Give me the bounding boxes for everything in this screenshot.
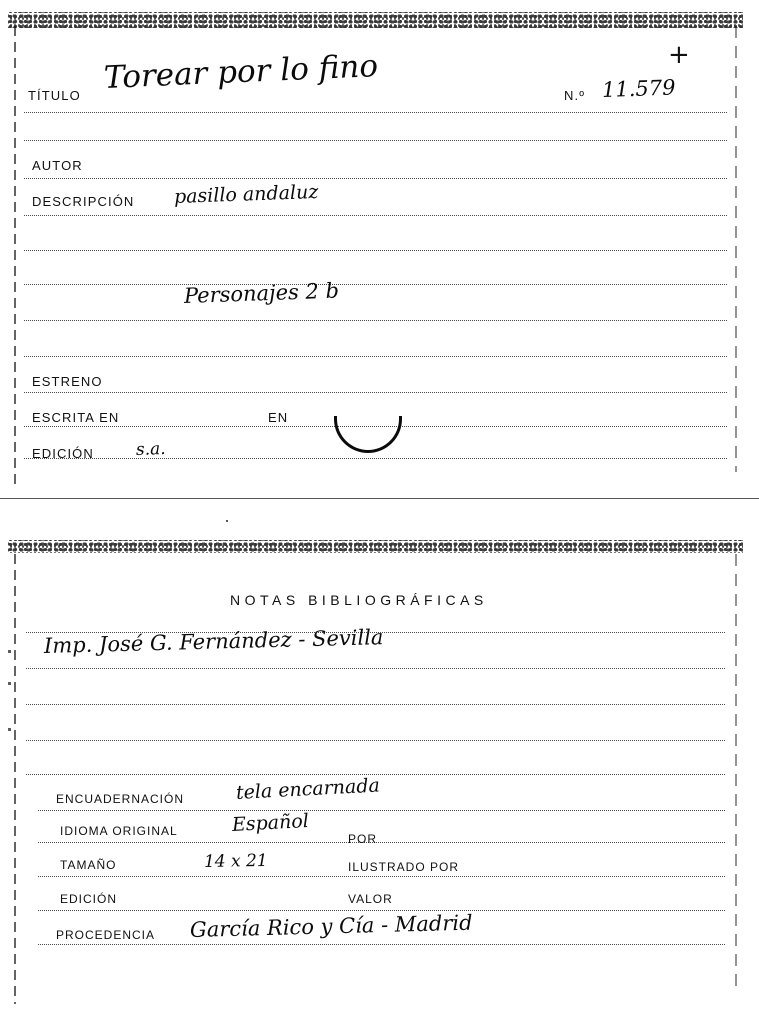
value-procedencia: García Rico y Cía - Madrid (189, 910, 473, 942)
rule-line (38, 944, 725, 945)
label-procedencia: PROCEDENCIA (56, 928, 156, 942)
value-edicion: s.a. (135, 438, 167, 460)
rule-line (24, 250, 727, 251)
scan-speck (226, 520, 228, 522)
label-por: POR (348, 832, 378, 846)
margin-speck (8, 682, 11, 685)
rule-line (24, 356, 727, 357)
rule-line (24, 284, 727, 285)
value-idioma-original: Español (231, 809, 310, 836)
value-nota-bibliografica: Imp. José G. Fernández - Sevilla (43, 625, 384, 658)
rule-line (38, 810, 725, 811)
scan-separator (0, 498, 759, 499)
label-encuadernacion: ENCUADERNACIÓN (56, 792, 185, 806)
label-ilustrado-por: ILUSTRADO POR (348, 860, 460, 874)
rule-line (24, 458, 727, 459)
top-catalog-card (8, 12, 743, 490)
rule-line (38, 842, 725, 843)
label-titulo: TÍTULO (28, 88, 81, 103)
label-edicion: EDICIÓN (32, 446, 94, 461)
rule-line (24, 178, 727, 179)
label-tamano: TAMAÑO (60, 858, 117, 872)
plus-mark-icon: + (668, 40, 690, 70)
value-tamano: 14 x 21 (203, 850, 268, 872)
card-right-border (735, 26, 737, 472)
scan-noise-band-top (8, 12, 743, 28)
rule-line (24, 112, 727, 113)
card-right-border (735, 554, 737, 992)
card-left-border (14, 26, 16, 484)
value-personajes: Personajes 2 b (183, 278, 340, 308)
hand-drawn-u-mark (334, 416, 402, 453)
bottom-catalog-card (8, 540, 743, 1010)
rule-line (24, 140, 727, 141)
label-descripcion: DESCRIPCIÓN (32, 194, 135, 209)
value-encuadernacion: tela encarnada (235, 774, 381, 804)
margin-speck (8, 650, 11, 653)
value-numero: 11.579 (601, 75, 676, 102)
label-edicion-bottom: EDICIÓN (60, 892, 118, 906)
label-estreno: ESTRENO (32, 374, 103, 389)
rule-line (38, 910, 725, 911)
label-idioma-original: IDIOMA ORIGINAL (60, 824, 178, 838)
label-valor: VALOR (348, 892, 393, 906)
rule-line (24, 392, 727, 393)
label-en: EN (268, 410, 289, 425)
rule-line (38, 876, 725, 877)
rule-line (26, 668, 725, 669)
margin-speck (8, 728, 11, 731)
section-title-notas-bibliograficas: NOTAS BIBLIOGRÁFICAS (230, 592, 488, 608)
label-numero: N.º (564, 88, 586, 103)
value-descripcion: pasillo andaluz (173, 180, 319, 208)
rule-line (26, 704, 725, 705)
scan-noise-band-bottom (8, 540, 743, 553)
card-left-border (14, 554, 16, 1004)
value-titulo: Torear por lo fino (103, 48, 379, 96)
rule-line (24, 215, 727, 216)
rule-line (24, 320, 727, 321)
rule-line (26, 740, 725, 741)
label-autor: AUTOR (32, 158, 83, 173)
label-escrita-en: ESCRITA EN (32, 410, 120, 425)
